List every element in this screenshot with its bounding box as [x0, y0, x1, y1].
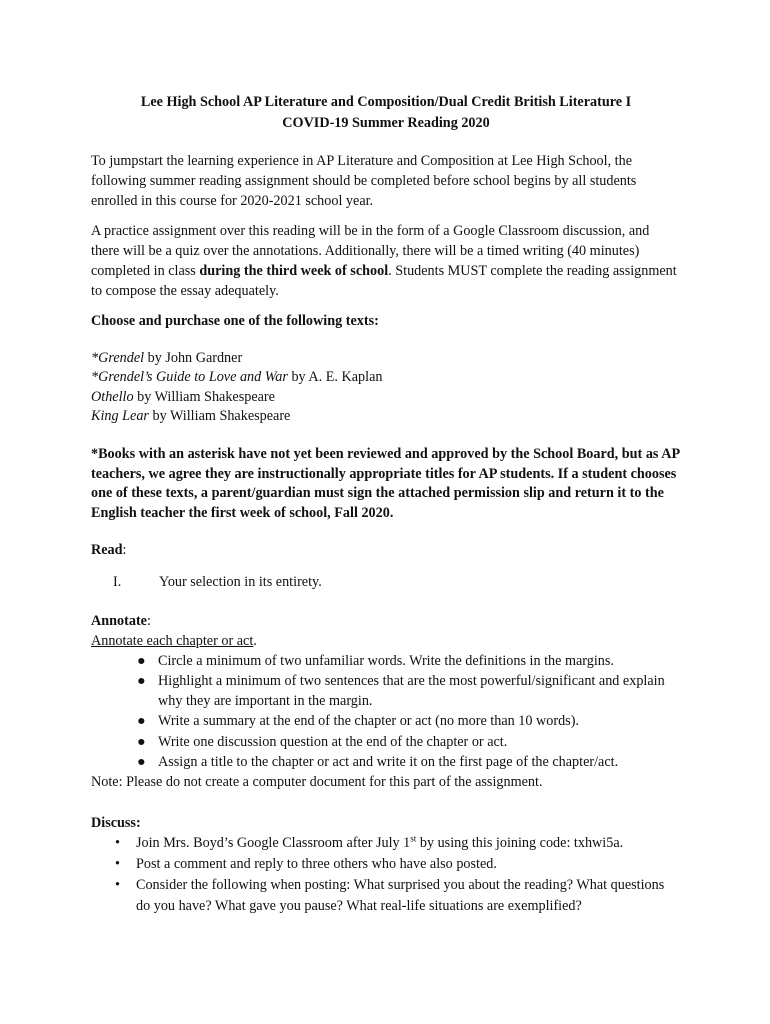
text-option-title: King Lear — [91, 407, 149, 424]
list-item — [91, 752, 681, 772]
list-item — [91, 732, 681, 752]
list-item — [91, 833, 681, 854]
bullet-icon: ● — [137, 733, 146, 750]
bullet-icon: • — [115, 877, 120, 894]
text-option-title: *Grendel’s Guide to Love and War — [91, 369, 288, 386]
discuss-item-post: Post a comment and reply to three others who have also posted. — [136, 856, 497, 873]
discuss-item-join-end: by using this joining code: txhwi5a. — [416, 835, 624, 852]
bullet-icon: ● — [137, 672, 146, 689]
list-item — [91, 711, 681, 731]
bullet-icon: • — [115, 835, 120, 852]
text-option-title: Othello — [91, 388, 134, 405]
discuss-item-consider: Consider the following when posting: What surprised you about the reading? What questions do you have? What gave you pause? What real-life situations are exemplified? — [136, 877, 665, 915]
list-item-text: Highlight a minimum of two sentences that are the most powerful/significant and explain why they are important in the margin. — [158, 672, 665, 710]
annotate-heading — [91, 611, 681, 631]
list-item-text: Write a summary at the end of the chapter or act (no more than 10 words). — [158, 713, 579, 730]
bullet-icon: ● — [137, 652, 146, 669]
bullet-icon: ● — [137, 713, 146, 730]
discuss-heading: Discuss: — [91, 815, 141, 832]
bullet-icon: ● — [137, 754, 146, 771]
text-option-author: by John Gardner — [144, 350, 243, 366]
annotate-heading-colon: : — [146, 612, 151, 629]
choose-heading: Choose and purchase one of the following texts: — [91, 313, 379, 329]
practice-text-end: . Students MUST complete the reading assignment to compose the essay adequately. — [91, 263, 677, 299]
practice-text-start: A practice assignment over this reading will be in the form of a Google Classroom discussion, and there will be a quiz over the annotations. Additionally, there will be a timed writing (40 minutes) completed in class — [91, 223, 650, 279]
title-line-1: Lee High School AP Literature and Composition/Dual Credit British Literature I — [140, 94, 632, 110]
asterisk-note: *Books with an asterisk have not yet been reviewed and approved by the School Board, but as AP teachers, we agree they are instructionally appropriate titles for AP students. If a student chooses one of these texts, a parent/guardian must sign the attached permission slip and return it to the English teacher the first week of school, Fall 2020. — [91, 446, 680, 521]
text-option — [91, 407, 681, 426]
practice-paragraph — [91, 221, 681, 301]
text-option-author: by A. E. Kaplan — [287, 369, 383, 386]
discuss-list — [91, 833, 681, 917]
document-title — [91, 92, 681, 134]
text-option — [91, 368, 681, 387]
annotate-list — [91, 651, 681, 773]
annotate-note: Note: Please do not create a computer document for this part of the assignment. — [91, 774, 543, 791]
annotate-subheading-text: Annotate each chapter or act — [91, 632, 254, 649]
text-options-list — [91, 349, 681, 426]
title-line-2: COVID-19 Summer Reading 2020 — [282, 115, 490, 131]
discuss-item-join-start: Join Mrs. Boyd’s Google Classroom after July 1 — [136, 835, 411, 852]
practice-emphasis: during the third week of school — [199, 263, 389, 279]
list-item-text: Circle a minimum of two unfamiliar words. Write the definitions in the margins. — [158, 652, 614, 669]
read-item — [91, 572, 681, 592]
annotate-heading-label: Annotate — [91, 612, 147, 629]
discuss-item-join-sup: st — [410, 833, 417, 844]
intro-paragraph: To jumpstart the learning experience in AP Literature and Composition at Lee High School, the following summer reading assignment should be completed before school begins by all students enrolled in this course for 2020-2021 school year. — [91, 153, 637, 209]
read-heading-label: Read — [91, 541, 123, 558]
read-heading — [91, 540, 681, 560]
annotate-subheading-period: . — [253, 632, 257, 649]
list-item-text: Assign a title to the chapter or act and write it on the first page of the chapter/act. — [158, 754, 619, 771]
annotate-subheading — [91, 631, 681, 651]
text-option-author: by William Shakespeare — [133, 388, 275, 405]
bullet-icon: • — [115, 856, 120, 873]
list-item — [91, 671, 681, 712]
text-option-author: by William Shakespeare — [148, 407, 291, 424]
read-item-text: Your selection in its entirety. — [159, 573, 322, 590]
list-item — [91, 651, 681, 671]
read-item-numeral: I. — [113, 573, 122, 590]
read-heading-colon: : — [122, 541, 127, 558]
text-option-title: *Grendel — [91, 350, 145, 366]
text-option — [91, 349, 681, 368]
text-option — [91, 388, 681, 407]
list-item-text: Write one discussion question at the end of the chapter or act. — [158, 733, 508, 750]
list-item — [91, 875, 681, 917]
document-page — [91, 92, 681, 917]
list-item — [91, 854, 681, 875]
